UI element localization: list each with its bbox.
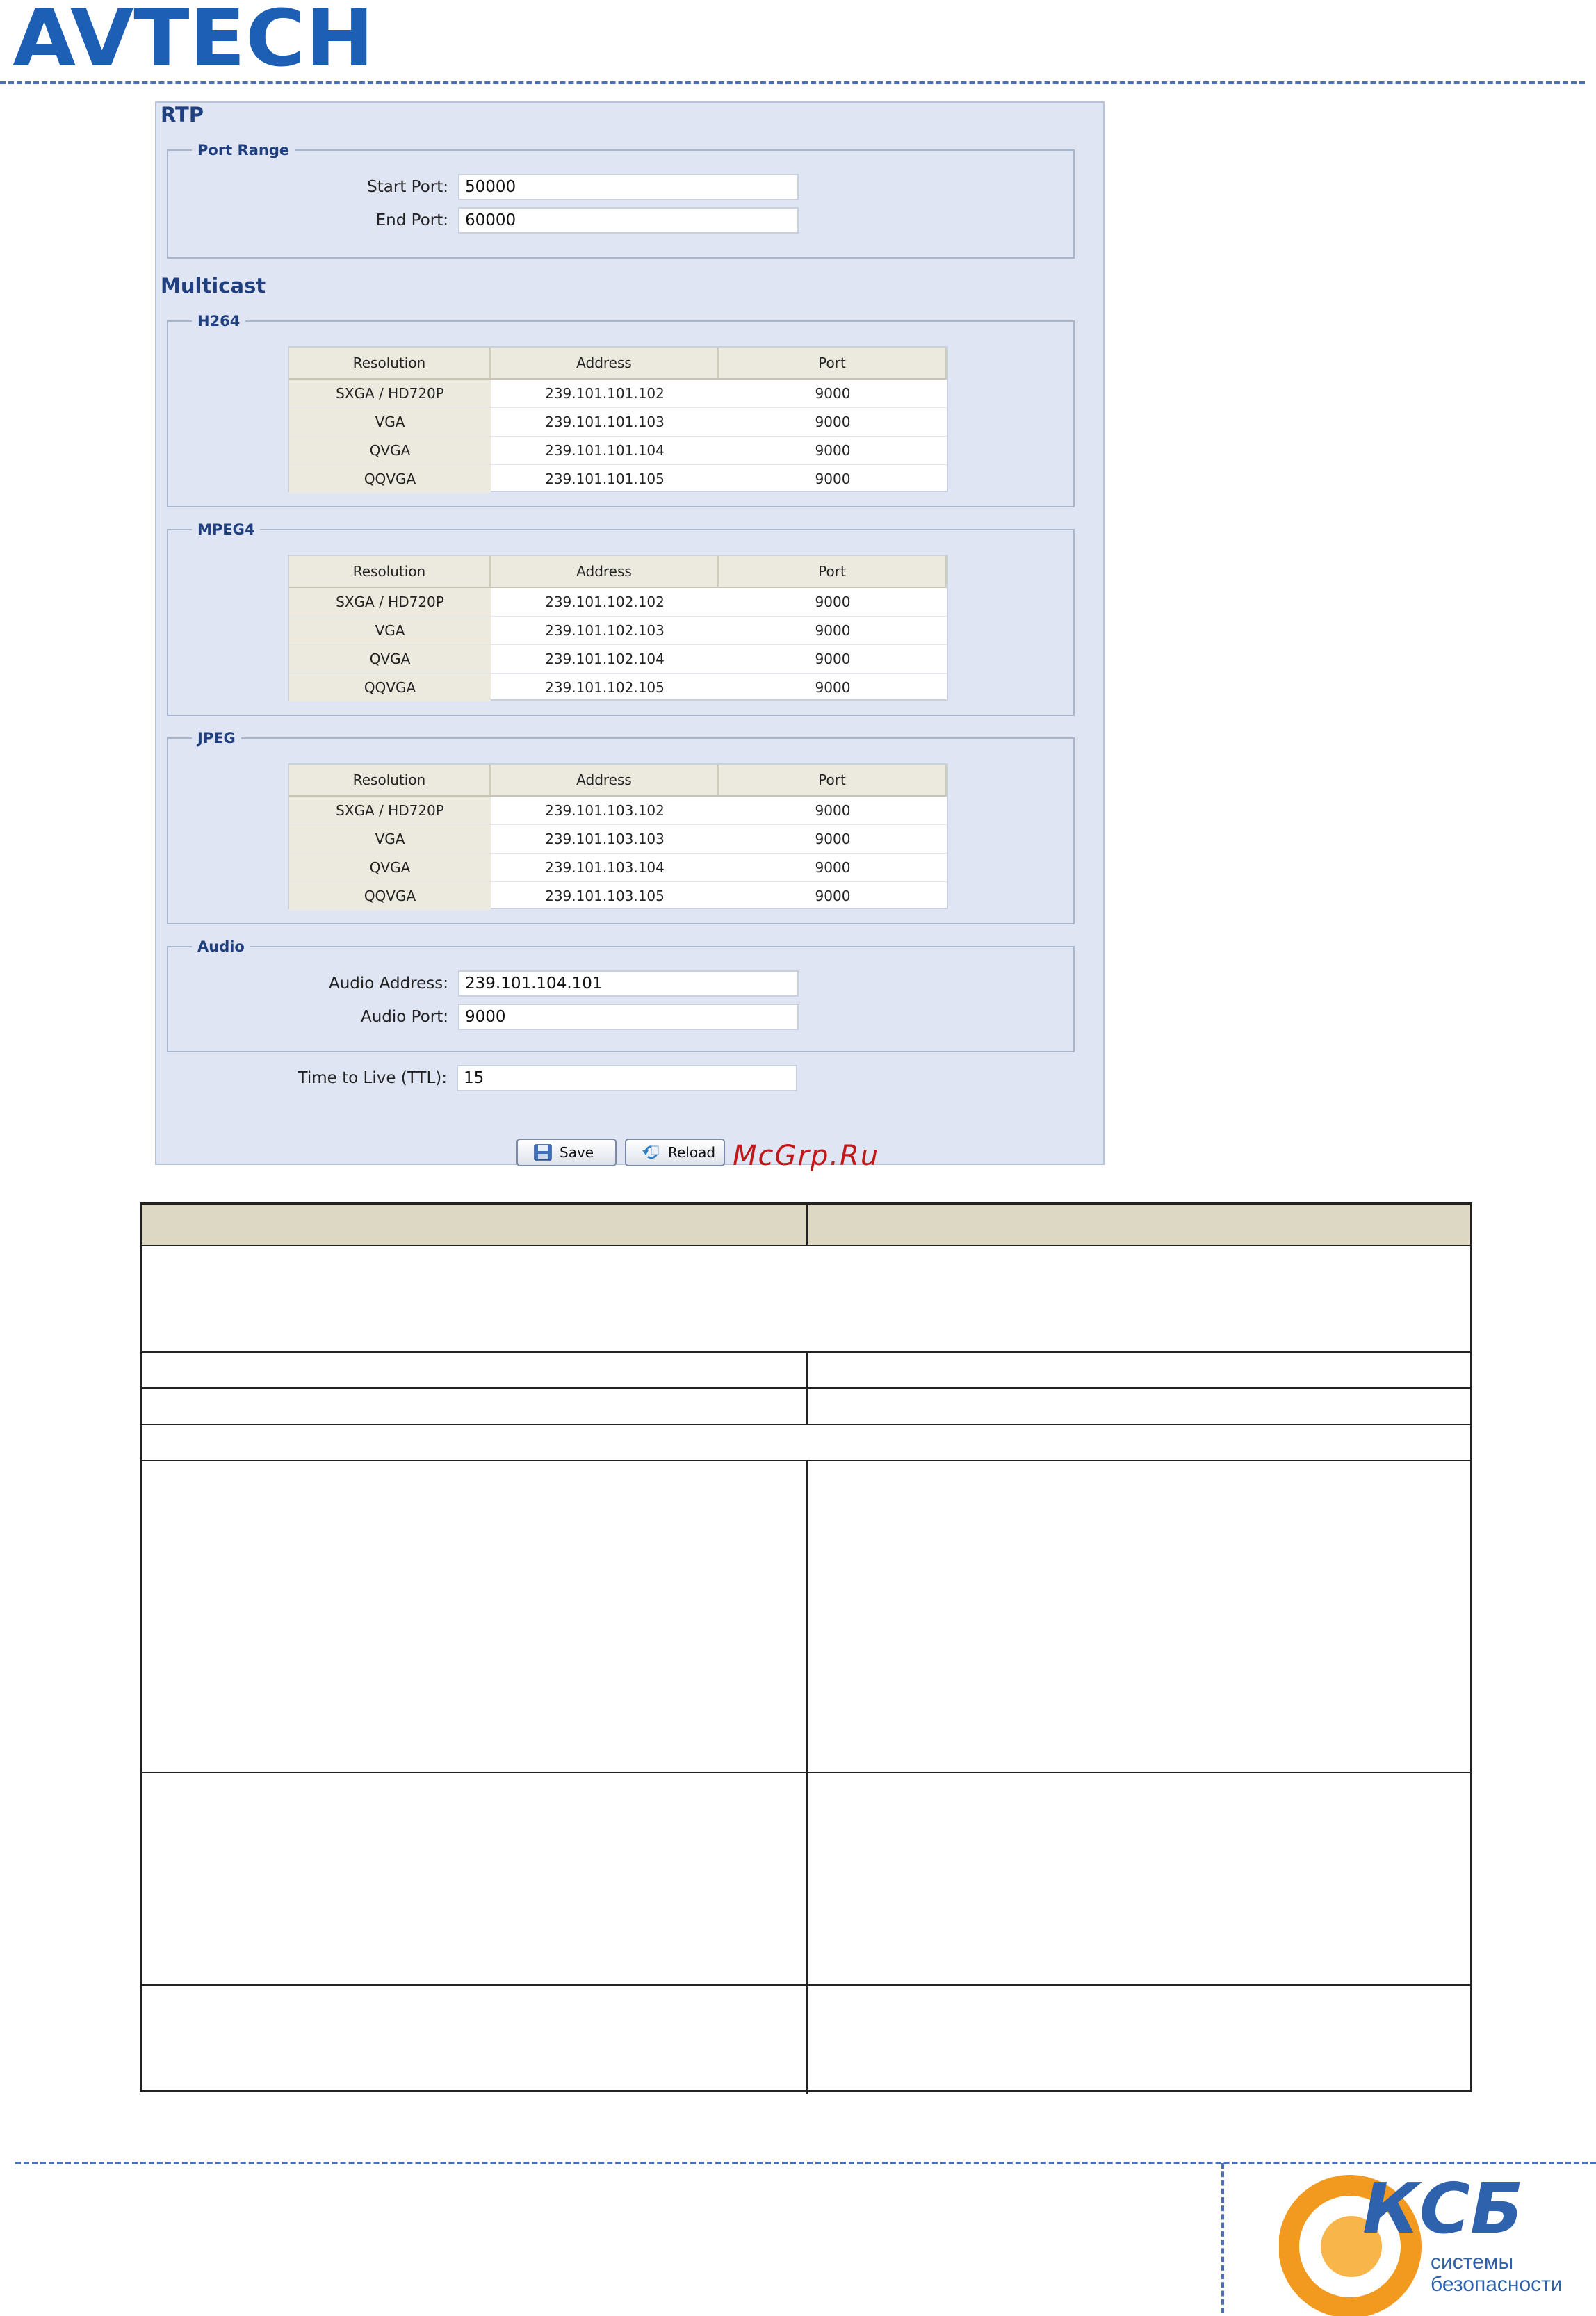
start-port-label: Start Port: (367, 178, 448, 196)
port-range-legend: Port Range (197, 142, 290, 158)
audio-legend: Audio (197, 938, 245, 955)
header-divider (0, 81, 1585, 84)
ttl-label: Time to Live (TTL): (298, 1069, 447, 1087)
address-cell[interactable]: 239.101.102.102 (545, 594, 665, 610)
table-header-row (289, 556, 947, 588)
address-cell[interactable]: 239.101.103.105 (545, 888, 665, 904)
resolution-cell: SXGA / HD720P (289, 588, 491, 616)
row-divider (142, 1245, 1470, 1246)
row-divider (142, 1772, 1470, 1773)
start-port-input[interactable]: 50000 (458, 174, 799, 200)
audio-port-label: Audio Port: (360, 1008, 448, 1026)
reload-icon (642, 1143, 661, 1161)
address-cell[interactable]: 239.101.101.102 (545, 385, 665, 402)
address-cell[interactable]: 239.101.103.104 (545, 859, 665, 876)
watermark-text: McGrp.Ru (733, 1140, 880, 1172)
resolution-cell: VGA (289, 825, 491, 853)
column-header-port[interactable]: Port (719, 765, 947, 795)
resolution-cell: SXGA / HD720P (289, 380, 491, 407)
reload-button[interactable] (625, 1139, 725, 1166)
address-cell[interactable]: 239.101.101.105 (545, 471, 665, 487)
table-header-row (289, 348, 947, 380)
row-divider (142, 1984, 1470, 1986)
table-row (289, 797, 947, 825)
address-cell[interactable]: 239.101.102.103 (545, 622, 665, 639)
resolution-cell: QVGA (289, 437, 491, 464)
table-row (289, 617, 947, 645)
resolution-cell: QVGA (289, 645, 491, 673)
port-cell[interactable]: 9000 (815, 385, 851, 402)
row-divider (142, 1424, 1470, 1425)
port-cell[interactable]: 9000 (815, 414, 851, 430)
audio-address-input[interactable]: 239.101.104.101 (458, 970, 799, 997)
address-cell[interactable]: 239.101.103.103 (545, 831, 665, 847)
column-header-resolution[interactable]: Resolution (289, 556, 491, 587)
rtp-settings-panel (155, 101, 1105, 1165)
end-port-input[interactable]: 60000 (458, 207, 799, 234)
h264-legend: H264 (197, 313, 241, 329)
avtech-logo (13, 0, 374, 72)
column-header-port[interactable]: Port (719, 348, 947, 378)
ksb-letters: КСБ (1362, 2169, 1524, 2249)
port-cell[interactable]: 9000 (815, 471, 851, 487)
port-cell[interactable]: 9000 (815, 859, 851, 876)
port-cell[interactable]: 9000 (815, 802, 851, 819)
table-row (289, 645, 947, 674)
column-header-port[interactable]: Port (719, 556, 947, 587)
reload-button-label: Reload (668, 1144, 716, 1161)
jpeg-legend: JPEG (197, 730, 236, 747)
h264-table (288, 346, 948, 492)
address-cell[interactable]: 239.101.101.104 (545, 442, 665, 459)
table-row (289, 437, 947, 465)
port-cell[interactable]: 9000 (815, 442, 851, 459)
ksb-line1: системы (1431, 2251, 1514, 2274)
resolution-cell: VGA (289, 408, 491, 436)
address-cell[interactable]: 239.101.101.103 (545, 414, 665, 430)
port-cell[interactable]: 9000 (815, 888, 851, 904)
column-divider (806, 1205, 808, 1245)
description-table (140, 1202, 1472, 2092)
rtp-title: RTP (161, 103, 204, 127)
column-header-address[interactable]: Address (491, 765, 719, 795)
footer-divider (15, 2162, 1596, 2164)
save-button-label: Save (560, 1144, 594, 1161)
table-row (289, 588, 947, 617)
table-header-row (289, 765, 947, 797)
table-row (289, 825, 947, 854)
port-cell[interactable]: 9000 (815, 679, 851, 696)
column-header-resolution[interactable]: Resolution (289, 765, 491, 795)
resolution-cell: QQVGA (289, 882, 491, 910)
table-row (289, 854, 947, 882)
table-row (289, 882, 947, 910)
port-cell[interactable]: 9000 (815, 594, 851, 610)
port-range-group (167, 142, 1075, 259)
port-cell[interactable]: 9000 (815, 622, 851, 639)
ttl-input[interactable]: 15 (457, 1065, 797, 1091)
ksb-line2: безопасности (1431, 2273, 1563, 2296)
end-port-label: End Port: (375, 211, 448, 229)
table-row (289, 465, 947, 493)
column-header-address[interactable]: Address (491, 556, 719, 587)
avtech-logo-text: AVTECH (13, 0, 374, 72)
resolution-cell: SXGA / HD720P (289, 797, 491, 824)
ksb-logo (1279, 2169, 1585, 2316)
address-cell[interactable]: 239.101.102.105 (545, 679, 665, 696)
resolution-cell: QVGA (289, 854, 491, 881)
column-header-address[interactable]: Address (491, 348, 719, 378)
address-cell[interactable]: 239.101.103.102 (545, 802, 665, 819)
resolution-cell: QQVGA (289, 674, 491, 701)
resolution-cell: VGA (289, 617, 491, 644)
port-cell[interactable]: 9000 (815, 651, 851, 667)
footer-vertical-divider (1221, 2163, 1224, 2313)
port-cell[interactable]: 9000 (815, 831, 851, 847)
audio-address-label: Audio Address: (328, 974, 448, 993)
multicast-title: Multicast (161, 274, 266, 297)
address-cell[interactable]: 239.101.102.104 (545, 651, 665, 667)
jpeg-table (288, 763, 948, 909)
save-icon (533, 1143, 553, 1161)
table-row (289, 674, 947, 701)
table-row (289, 380, 947, 408)
mpeg4-table (288, 555, 948, 701)
save-button[interactable] (516, 1139, 617, 1166)
mpeg4-legend: MPEG4 (197, 521, 255, 538)
row-divider (142, 1387, 1470, 1389)
column-header-resolution[interactable]: Resolution (289, 348, 491, 378)
table-row (289, 408, 947, 437)
resolution-cell: QQVGA (289, 465, 491, 493)
column-divider (806, 1460, 808, 2094)
audio-port-input[interactable]: 9000 (458, 1004, 799, 1030)
